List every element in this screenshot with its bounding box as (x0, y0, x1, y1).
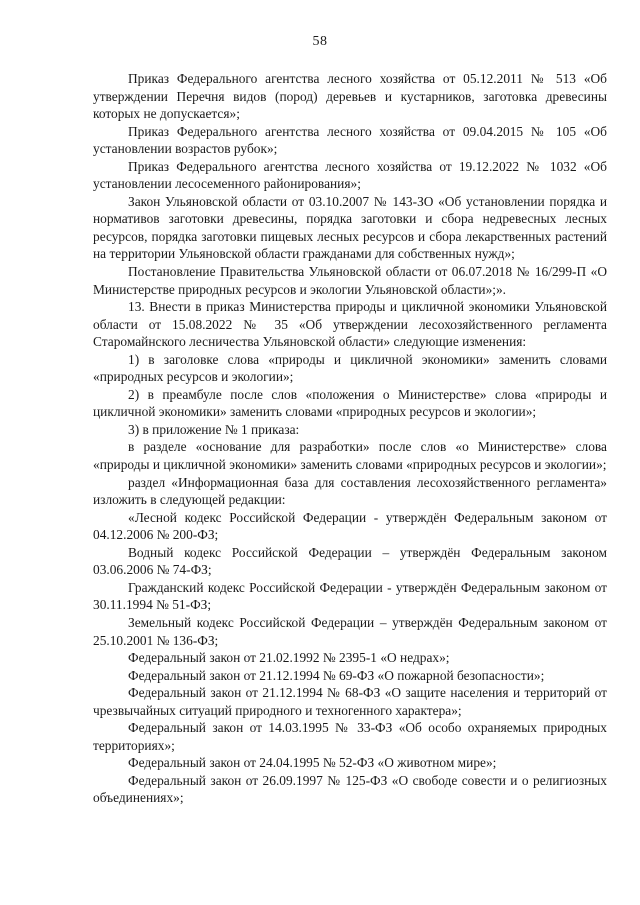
paragraph: 1) в заголовке слова «природы и цикличной экономики» заменить словами «природных ресурсов и экологии»; (93, 351, 607, 385)
paragraph: в разделе «основание для разработки» после слов «о Министерстве» слова «природы и цикличной экономики» заменить словами «природных ресурсов и экологии»; (93, 439, 607, 473)
paragraph: 13. Внести в приказ Министерства природы и цикличной экономики Ульяновской области от 15.08.2022 № 35 «Об утверждении лесохозяйственного регламента Старомайнского лесничества Ульяновской области» следующие изменения: (93, 299, 607, 350)
paragraph: 3) в приложение № 1 приказа: (128, 421, 300, 437)
paragraph: Земельный кодекс Российской Федерации – утверждён Федеральным законом от 25.10.2001 № 136-ФЗ; (93, 614, 607, 648)
paragraph: Федеральный закон от 21.02.1992 № 2395-1 «О недрах»; (128, 650, 450, 666)
paragraph: Приказ Федерального агентства лесного хозяйства от 19.12.2022 № 1032 «Об установлении лесосеменного районирования»; (93, 158, 607, 192)
paragraph: Закон Ульяновской области от 03.10.2007 № 143-ЗО «Об установлении порядка и нормативов заготовки древесины, порядка заготовки и сбора недревесных лесных ресурсов, порядка заготовки пищевых лесных ресурсов и сбора лекарственных растений на территории Ульяновской области гражданами для собственных нужд»; (93, 193, 607, 262)
page-number: 58 (312, 34, 328, 49)
paragraph: раздел «Информационная база для составления лесохозяйственного регламента» изложить в следующей редакции: (93, 474, 607, 508)
paragraph: Водный кодекс Российской Федерации – утверждён Федеральным законом 03.06.2006 № 74-ФЗ; (93, 544, 607, 578)
paragraph: «Лесной кодекс Российской Федерации - утверждён Федеральным законом от 04.12.2006 № 200-ФЗ; (93, 509, 607, 543)
paragraph: Гражданский кодекс Российской Федерации - утверждён Федеральным законом от 30.11.1994 № 51-ФЗ; (93, 579, 607, 613)
paragraph: Федеральный закон от 21.12.1994 № 69-ФЗ «О пожарной безопасности»; (128, 667, 545, 683)
paragraph: Федеральный закон от 14.03.1995 № 33-ФЗ «Об особо охраняемых природных территориях»; (93, 720, 607, 753)
paragraph: Постановление Правительства Ульяновской области от 06.07.2018 № 16/299-П «О Министерстве природных ресурсов и экологии Ульяновской области»;». (93, 264, 607, 297)
paragraph: Приказ Федерального агентства лесного хозяйства от 09.04.2015 № 105 «Об установлении возрастов рубок»; (93, 123, 607, 157)
paragraph: 2) в преамбуле после слов «положения о Министерстве» слова «природы и цикличной экономики» заменить словами «природных ресурсов и экологии»; (93, 386, 607, 420)
paragraph: Федеральный закон от 21.12.1994 № 68-ФЗ «О защите населения и территорий от чрезвычайных ситуаций природного и техногенного характера»; (93, 685, 607, 718)
document-body (93, 70, 607, 807)
paragraph: Федеральный закон от 24.04.1995 № 52-ФЗ «О животном мире»; (128, 755, 497, 771)
paragraph: Федеральный закон от 26.09.1997 № 125-ФЗ «О свободе совести и о религиозных объединениях»; (93, 772, 607, 806)
paragraph: Приказ Федерального агентства лесного хозяйства от 05.12.2011 № 513 «Об утверждении Перечня видов (пород) деревьев и кустарников, заготовка древесины которых не допускается»; (93, 71, 607, 122)
